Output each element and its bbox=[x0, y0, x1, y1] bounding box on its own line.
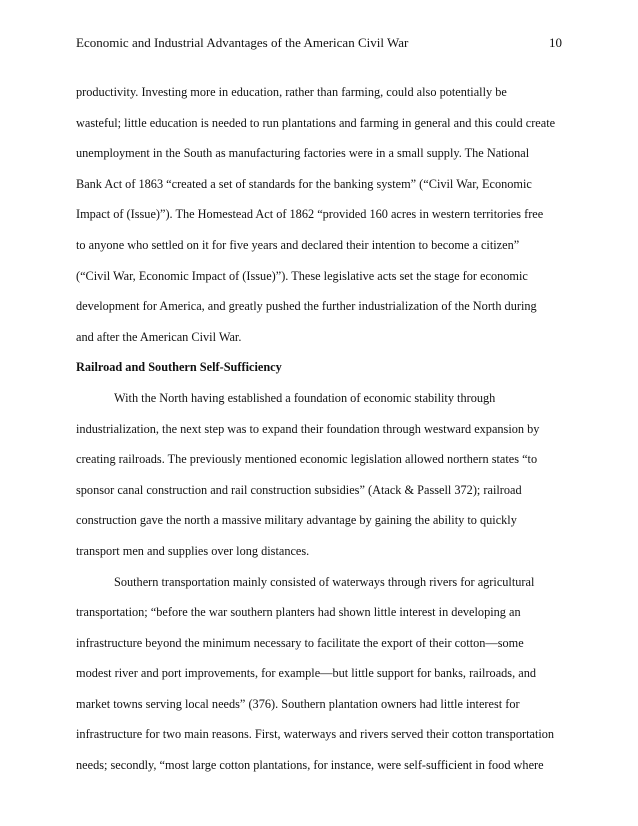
running-head-title: Economic and Industrial Advantages of the American Civil War bbox=[76, 35, 409, 50]
text-line: wasteful; little education is needed to run plantations and farming in general and this could create bbox=[76, 115, 556, 130]
text-line: and after the American Civil War. bbox=[76, 329, 242, 344]
text-line: industrialization, the next step was to expand their foundation through westward expansion by bbox=[76, 421, 540, 436]
text-line: infrastructure beyond the minimum necessary to facilitate the export of their cotton—some bbox=[76, 635, 524, 650]
text-line: Impact of (Issue)”). The Homestead Act of 1862 “provided 160 acres in western territories free bbox=[76, 207, 544, 222]
text-line: construction gave the north a massive military advantage by gaining the ability to quickly bbox=[76, 513, 517, 528]
text-line: With the North having established a foundation of economic stability through bbox=[114, 390, 496, 405]
text-line: transport men and supplies over long distances. bbox=[76, 543, 310, 558]
text-line: creating railroads. The previously mentioned economic legislation allowed northern states “to bbox=[76, 452, 538, 467]
page-number: 10 bbox=[549, 35, 562, 50]
text-line: to anyone who settled on it for five years and declared their intention to become a citizen” bbox=[76, 237, 520, 252]
text-line: market towns serving local needs” (376). Southern plantation owners had little interest for bbox=[76, 696, 520, 711]
text-line: sponsor canal construction and rail construction subsidies” (Atack & Passell 372); railroad bbox=[76, 482, 522, 497]
text-line: transportation; “before the war southern planters had shown little interest in developing an bbox=[76, 605, 521, 620]
section-heading: Railroad and Southern Self-Sufficiency bbox=[76, 360, 282, 375]
text-line: Bank Act of 1863 “created a set of standards for the banking system” (“Civil War, Economic bbox=[76, 176, 532, 191]
text-line: (“Civil War, Economic Impact of (Issue)”). These legislative acts set the stage for economic bbox=[76, 268, 528, 283]
body-text bbox=[76, 77, 562, 781]
text-line: unemployment in the South as manufacturing factories were in a small supply. The National bbox=[76, 146, 530, 161]
text-line: needs; secondly, “most large cotton plantations, for instance, were self-sufficient in food where bbox=[76, 758, 544, 773]
text-line: infrastructure for two main reasons. First, waterways and rivers served their cotton transportation bbox=[76, 727, 555, 742]
text-line: modest river and port improvements, for example—but little support for banks, railroads, and bbox=[76, 666, 536, 681]
text-line: development for America, and greatly pushed the further industrialization of the North during bbox=[76, 299, 537, 314]
text-line: Southern transportation mainly consisted of waterways through rivers for agricultural bbox=[114, 574, 535, 589]
text-line: productivity. Investing more in education, rather than farming, could also potentially be bbox=[76, 85, 507, 99]
running-head bbox=[76, 35, 562, 51]
